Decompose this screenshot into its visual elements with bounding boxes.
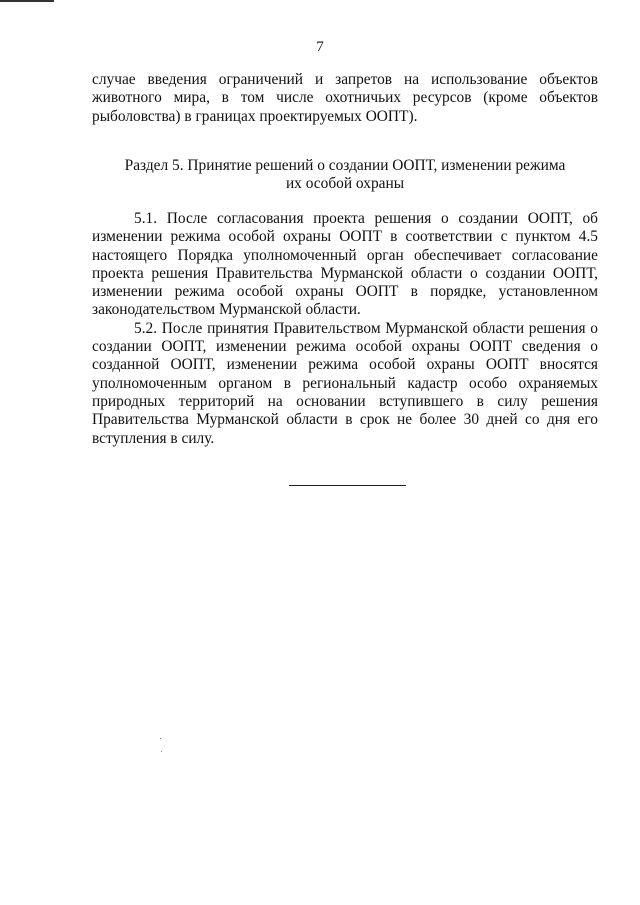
section-heading-line-1: Раздел 5. Принятие решений о создании ООПТ, изменении режима bbox=[124, 157, 566, 174]
page-number: 7 bbox=[316, 39, 324, 55]
scan-speck bbox=[161, 751, 162, 752]
section-heading-line-2: их особой охраны bbox=[285, 175, 405, 193]
section-heading bbox=[92, 157, 598, 194]
scan-corner-mark bbox=[0, 0, 54, 2]
paragraph-5-2: 5.2. После принятия Правительством Мурманской области решения о создании ООПТ, изменении режима особой охраны ООПТ сведения о созданной ООПТ, изменении режима особой охраны ООПТ вносятся уполномоченным органом в региональный кадастр особо охраняемых природных территорий на основании вступившего в силу решения Правительства Мурманской области в срок не более 30 дней со дня его вступления в силу. bbox=[92, 319, 598, 447]
paragraph-5-1: 5.1. После согласования проекта решения о создании ООПТ, об изменении режима особой охраны ООПТ в соответствии с пунктом 4.5 настоящего Порядка уполномоченный орган обеспечивает согласование проекта решения Правительства Мурманской области о создании ООПТ, изменении режима особой охраны ООПТ в порядке, установленном законодательством Мурманской области. bbox=[92, 210, 598, 319]
intro-paragraph: случае введения ограничений и запретов на использование объектов животного мира, в том числе охотничьих ресурсов (кроме объектов рыболовства) в границах проектируемых ООПТ). bbox=[92, 71, 598, 125]
section-body bbox=[92, 210, 598, 448]
end-of-text-rule bbox=[289, 485, 406, 486]
scan-speck bbox=[160, 738, 161, 739]
